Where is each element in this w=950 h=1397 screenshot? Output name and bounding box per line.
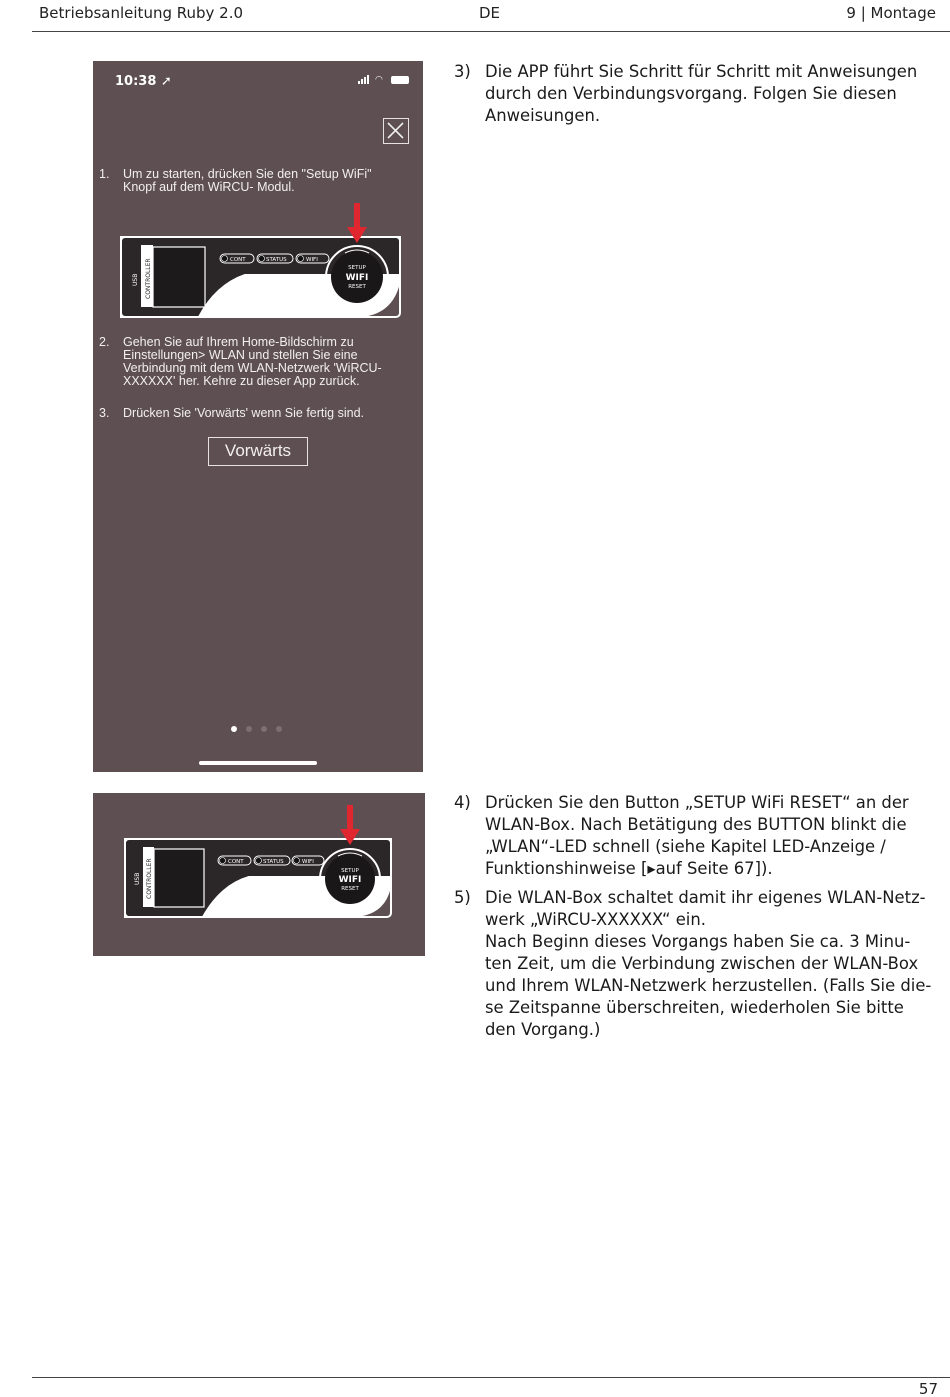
page-dot[interactable]	[246, 726, 252, 732]
step-text-line: WLAN-Box. Nach Betätigung des BUTTON blinkt die	[485, 815, 907, 834]
button-reset-label: RESET	[348, 284, 366, 290]
step-text-line: ten Zeit, um die Verbindung zwischen der WLAN-Box	[485, 954, 919, 973]
button-wifi-label: WIFI	[345, 273, 369, 283]
controller-label: CONTROLLER	[146, 858, 153, 899]
step-number: 2.	[99, 335, 110, 349]
app-screenshot	[93, 61, 423, 772]
step-number: 4)	[454, 793, 471, 812]
step-text-line: Drücken Sie den Button „SETUP WiFi RESET“ an der	[485, 793, 909, 812]
step-text-line: durch den Verbindungsvorgang. Folgen Sie diesen	[485, 84, 897, 103]
step-text-line: den Vorgang.)	[485, 1020, 601, 1039]
button-setup-label: SETUP	[341, 868, 359, 874]
step-text-line: se Zeitspanne überschreiten, wiederholen Sie bitte	[485, 998, 904, 1017]
led-wifi-label: WIFI	[302, 859, 314, 865]
step-text-line: Anweisungen.	[485, 106, 601, 125]
step-text: Verbindung mit dem WLAN-Netzwerk 'WiRCU-	[123, 361, 382, 375]
step-text-line: Nach Beginn dieses Vorgangs haben Sie ca. 3 Minu-	[485, 932, 911, 951]
app-step-3	[99, 406, 419, 422]
home-indicator[interactable]	[199, 761, 317, 765]
button-reset-label: RESET	[341, 886, 359, 892]
step-text: Knopf auf dem WiRCU- Modul.	[123, 180, 295, 194]
battery-icon	[391, 76, 409, 84]
step-text: Um zu starten, drücken Sie den "Setup WiFi"	[123, 167, 372, 181]
step-text: Drücken Sie 'Vorwärts' wenn Sie fertig sind.	[123, 406, 364, 420]
led-status-label: STATUS	[263, 859, 284, 865]
close-icon	[384, 119, 407, 142]
header-doc-title: Betriebsanleitung Ruby 2.0	[39, 4, 244, 22]
wircu-module-photo	[93, 793, 425, 956]
arrow-down-icon	[347, 805, 353, 831]
step-text: Gehen Sie auf Ihrem Home-Bildschirm zu	[123, 335, 354, 349]
step-number: 3.	[99, 406, 110, 420]
header-language: DE	[479, 4, 501, 22]
page-dot[interactable]	[261, 726, 267, 732]
page-dot[interactable]	[231, 726, 237, 732]
arrow-down-icon	[354, 203, 360, 229]
instruction-step-5	[454, 887, 944, 1041]
step-text-line: werk „WiRCU-XXXXXX“ ein.	[485, 910, 706, 929]
step-text-line: und Ihrem WLAN-Netzwerk herzustellen. (Falls Sie die-	[485, 976, 932, 995]
step-text-line: Die WLAN-Box schaltet damit ihr eigenes WLAN-Netz-	[485, 888, 926, 907]
page-number: 57	[918, 1380, 938, 1397]
step-text: Einstellungen> WLAN und stellen Sie eine	[123, 348, 358, 362]
forward-button[interactable]: Vorwärts	[208, 437, 308, 466]
app-step-1	[99, 167, 419, 197]
wifi-icon: ◠	[375, 74, 383, 85]
instruction-step-3	[454, 61, 944, 127]
step-number: 1.	[99, 167, 110, 181]
page-indicator	[231, 726, 282, 732]
led-wifi-label: WIFI	[306, 257, 318, 263]
step-text-line: „WLAN“-LED schnell (siehe Kapitel LED-Anzeige /	[485, 837, 886, 856]
signal-icon	[358, 75, 369, 84]
usb-label: USB	[134, 872, 141, 885]
close-button[interactable]	[383, 118, 409, 144]
step-text-line: Funktionshinweise [▸auf Seite 67]).	[485, 859, 773, 878]
step-number: 5)	[454, 888, 471, 907]
header-chapter: 9 | Montage	[846, 4, 936, 22]
status-bar-icons	[358, 75, 409, 84]
step-text-line: Die APP führt Sie Schritt für Schritt mit Anweisungen	[485, 62, 918, 81]
location-arrow-icon: ➚	[160, 74, 172, 89]
led-cont-label: CONT	[228, 859, 244, 865]
wircu-module-illustration	[93, 201, 423, 321]
header-divider	[32, 31, 950, 32]
status-bar-time: 10:38 ➚	[115, 74, 172, 89]
led-cont-label: CONT	[230, 257, 246, 263]
page-dot[interactable]	[276, 726, 282, 732]
footer-divider	[32, 1377, 950, 1378]
step-text: XXXXXX' her. Kehre zu dieser App zurück.	[123, 374, 360, 388]
button-setup-label: SETUP	[348, 265, 366, 271]
led-status-label: STATUS	[266, 257, 287, 263]
app-step-2	[99, 335, 419, 391]
button-wifi-label: WIFI	[338, 875, 362, 885]
usb-label: USB	[132, 273, 139, 286]
controller-label: CONTROLLER	[145, 258, 152, 299]
step-number: 3)	[454, 62, 471, 81]
instruction-step-4	[454, 792, 944, 880]
